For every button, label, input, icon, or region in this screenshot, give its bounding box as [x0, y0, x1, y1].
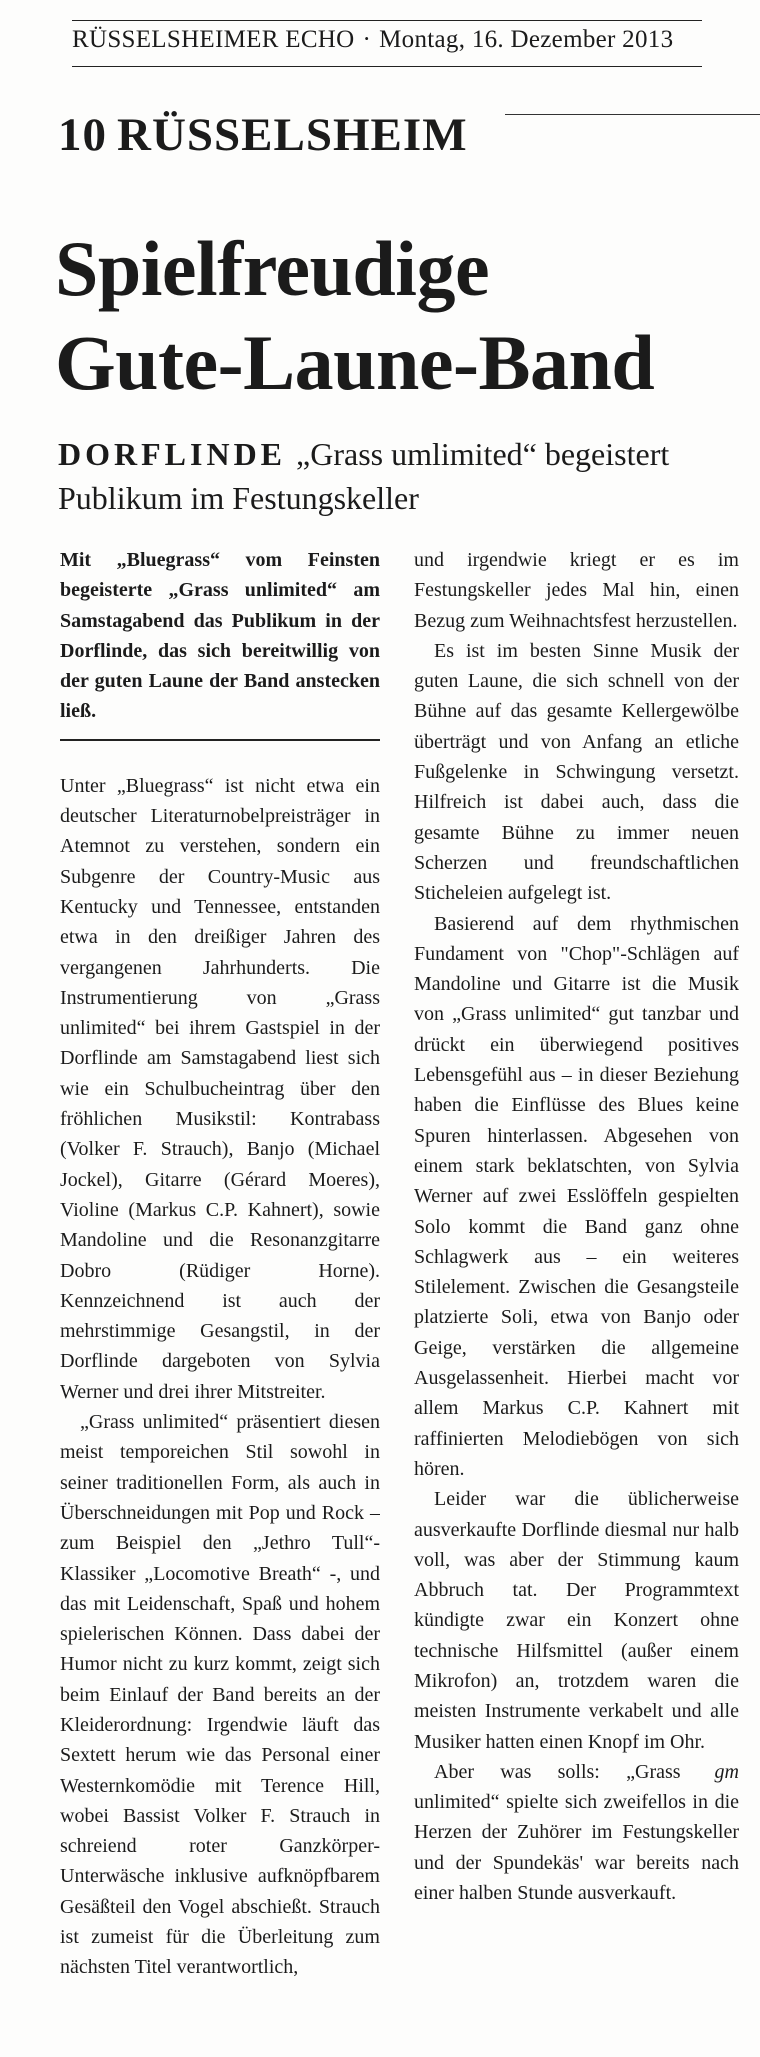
body-paragraph: und irgendwie kriegt er es im Festungskeller jedes Mal hin, einen Bezug zum Weihnachtsfest herzustellen.: [414, 549, 739, 632]
headline-line-1: Spielfreudige: [55, 225, 490, 312]
body-paragraph: Leider war die üblicherweise ausverkaufte Dorflinde diesmal nur halb voll, was aber der Stimmung kaum Abbruch tat. Der Programmtext kündigte zwar ein Konzert ohne technische Hilfsmittel (außer einem Mikrofon) an, trotzdem waren die meisten Instrumente verkabelt und alle Musiker hatten einen Knopf im Ohr.: [414, 1488, 739, 1753]
masthead-bottom-rule: [72, 66, 702, 67]
article-headline: [55, 222, 735, 410]
body-paragraph: Es ist im besten Sinne Musik der guten Laune, die sich schnell von der Bühne auf das gesamte Kellergewölbe überträgt und von Anfang an etliche Fußgelenke in Schwingung versetzt. Hilfreich ist dabei auch, dass die gesamte Bühne zu immer neuen Scherzen und freundschaftlichen Sticheleien aufgelegt ist.: [414, 639, 739, 905]
issue-date: Montag, 16. Dezember 2013: [379, 26, 674, 53]
subheadline-text: „Grass umlimited“ begeistert Publikum im Festungskeller: [58, 436, 670, 516]
headline-line-2: Gute-Laune-Band: [55, 319, 655, 406]
section-rule: [505, 114, 760, 115]
masthead: [72, 26, 702, 60]
newspaper-name: RÜSSELSHEIMER ECHO: [72, 26, 355, 53]
page-number: 10: [58, 109, 107, 161]
body-paragraph-last: [414, 1757, 739, 1908]
article-subheadline: [58, 432, 738, 520]
article-column-left: [60, 545, 380, 2040]
section-name: RÜSSELSHEIM: [117, 109, 468, 161]
article-lead: Mit „Bluegrass“ vom Feinsten begeisterte „Grass unlimited“ am Samstagabend das Publikum in der Dorflinde, das sich bereitwillig von der guten Laune der Band anstecken ließ.: [60, 549, 380, 723]
last-paragraph-text: Aber was solls: „Grass unlimited“ spielte sich zweifellos in die Herzen der Zuhörer im Festungskeller und der Spundekäs' war bereits nach einer halben Stunde ausverkauft.: [414, 1760, 739, 1905]
article-column-right: [414, 545, 739, 2040]
author-initials: gm: [714, 1760, 739, 1783]
section-header: [58, 108, 468, 162]
masthead-top-rule: [72, 20, 702, 21]
body-paragraph: Basierend auf dem rhythmischen Fundament von "Chop"-Schlägen auf Mandoline und Gitarre ist die Musik von „Grass unlimited“ gut tanzbar und drückt ein überwiegend positives Lebensgefühl aus – in dieser Beziehung haben die Einflüsse des Blues keine Spuren hinterlassen. Abgesehen von einem stark beklatschten, von Sylvia Werner auf zwei Esslöffeln gespielten Solo kommt die Band ganz ohne Schlagwerk aus – ein weiteres Stilelement. Zwischen die Gesangsteile platzierte Soli, etwa von Banjo oder Geige, verstärken die allgemeine Ausgelassenheit. Hierbei macht vor allem Markus C.P. Kahnert mit raffinierten Melodiebögen von sich hören.: [414, 912, 739, 1480]
lead-divider: [60, 739, 380, 741]
body-paragraph: „Grass unlimited“ präsentiert diesen meist temporeichen Stil sowohl in seiner traditionellen Form, als auch in Überschneidungen mit Pop und Rock – zum Beispiel den „Jethro Tull“-Klassiker „Locomotive Breath“ -, und das mit Leidenschaft, Spaß und hohem spielerischen Können. Dass dabei der Humor nicht zu kurz kommt, zeigt sich beim Einlauf der Band bereits an der Kleiderordnung: Irgendwie läuft das Sextett herum wie das Personal einer Westernkomödie mit Terence Hill, wobei Bassist Volker F. Strauch in schreiend roter Ganzkörper-Unterwäsche inklusive aufknöpfbarem Gesäßteil den Vogel abschießt. Strauch ist zumeist für die Überleitung zum nächsten Titel verantwortlich,: [60, 1411, 380, 1979]
masthead-separator: ·: [362, 26, 372, 53]
dateline-place: DORFLINDE: [58, 436, 287, 472]
body-paragraph: Unter „Bluegrass“ ist nicht etwa ein deutscher Literaturnobelpreisträger in Atemnot zu verstehen, sondern ein Subgenre der Country-Music aus Kentucky und Tennessee, entstanden etwa in den dreißiger Jahren des vergangenen Jahrhunderts. Die Instrumentierung von „Grass unlimited“ bei ihrem Gastspiel in der Dorflinde am Samstagabend liest sich wie ein Schulbucheintrag über den fröhlichen Musikstil: Kontrabass (Volker F. Strauch), Banjo (Michael Jockel), Gitarre (Gérard Moeres), Violine (Markus C.P. Kahnert), sowie Mandoline und die Resonanzgitarre Dobro (Rüdiger Horne). Kennzeichnend ist auch der mehrstimmige Gesangstil, in der Dorflinde dargeboten von Sylvia Werner und drei ihrer Mitstreiter.: [60, 774, 380, 1403]
